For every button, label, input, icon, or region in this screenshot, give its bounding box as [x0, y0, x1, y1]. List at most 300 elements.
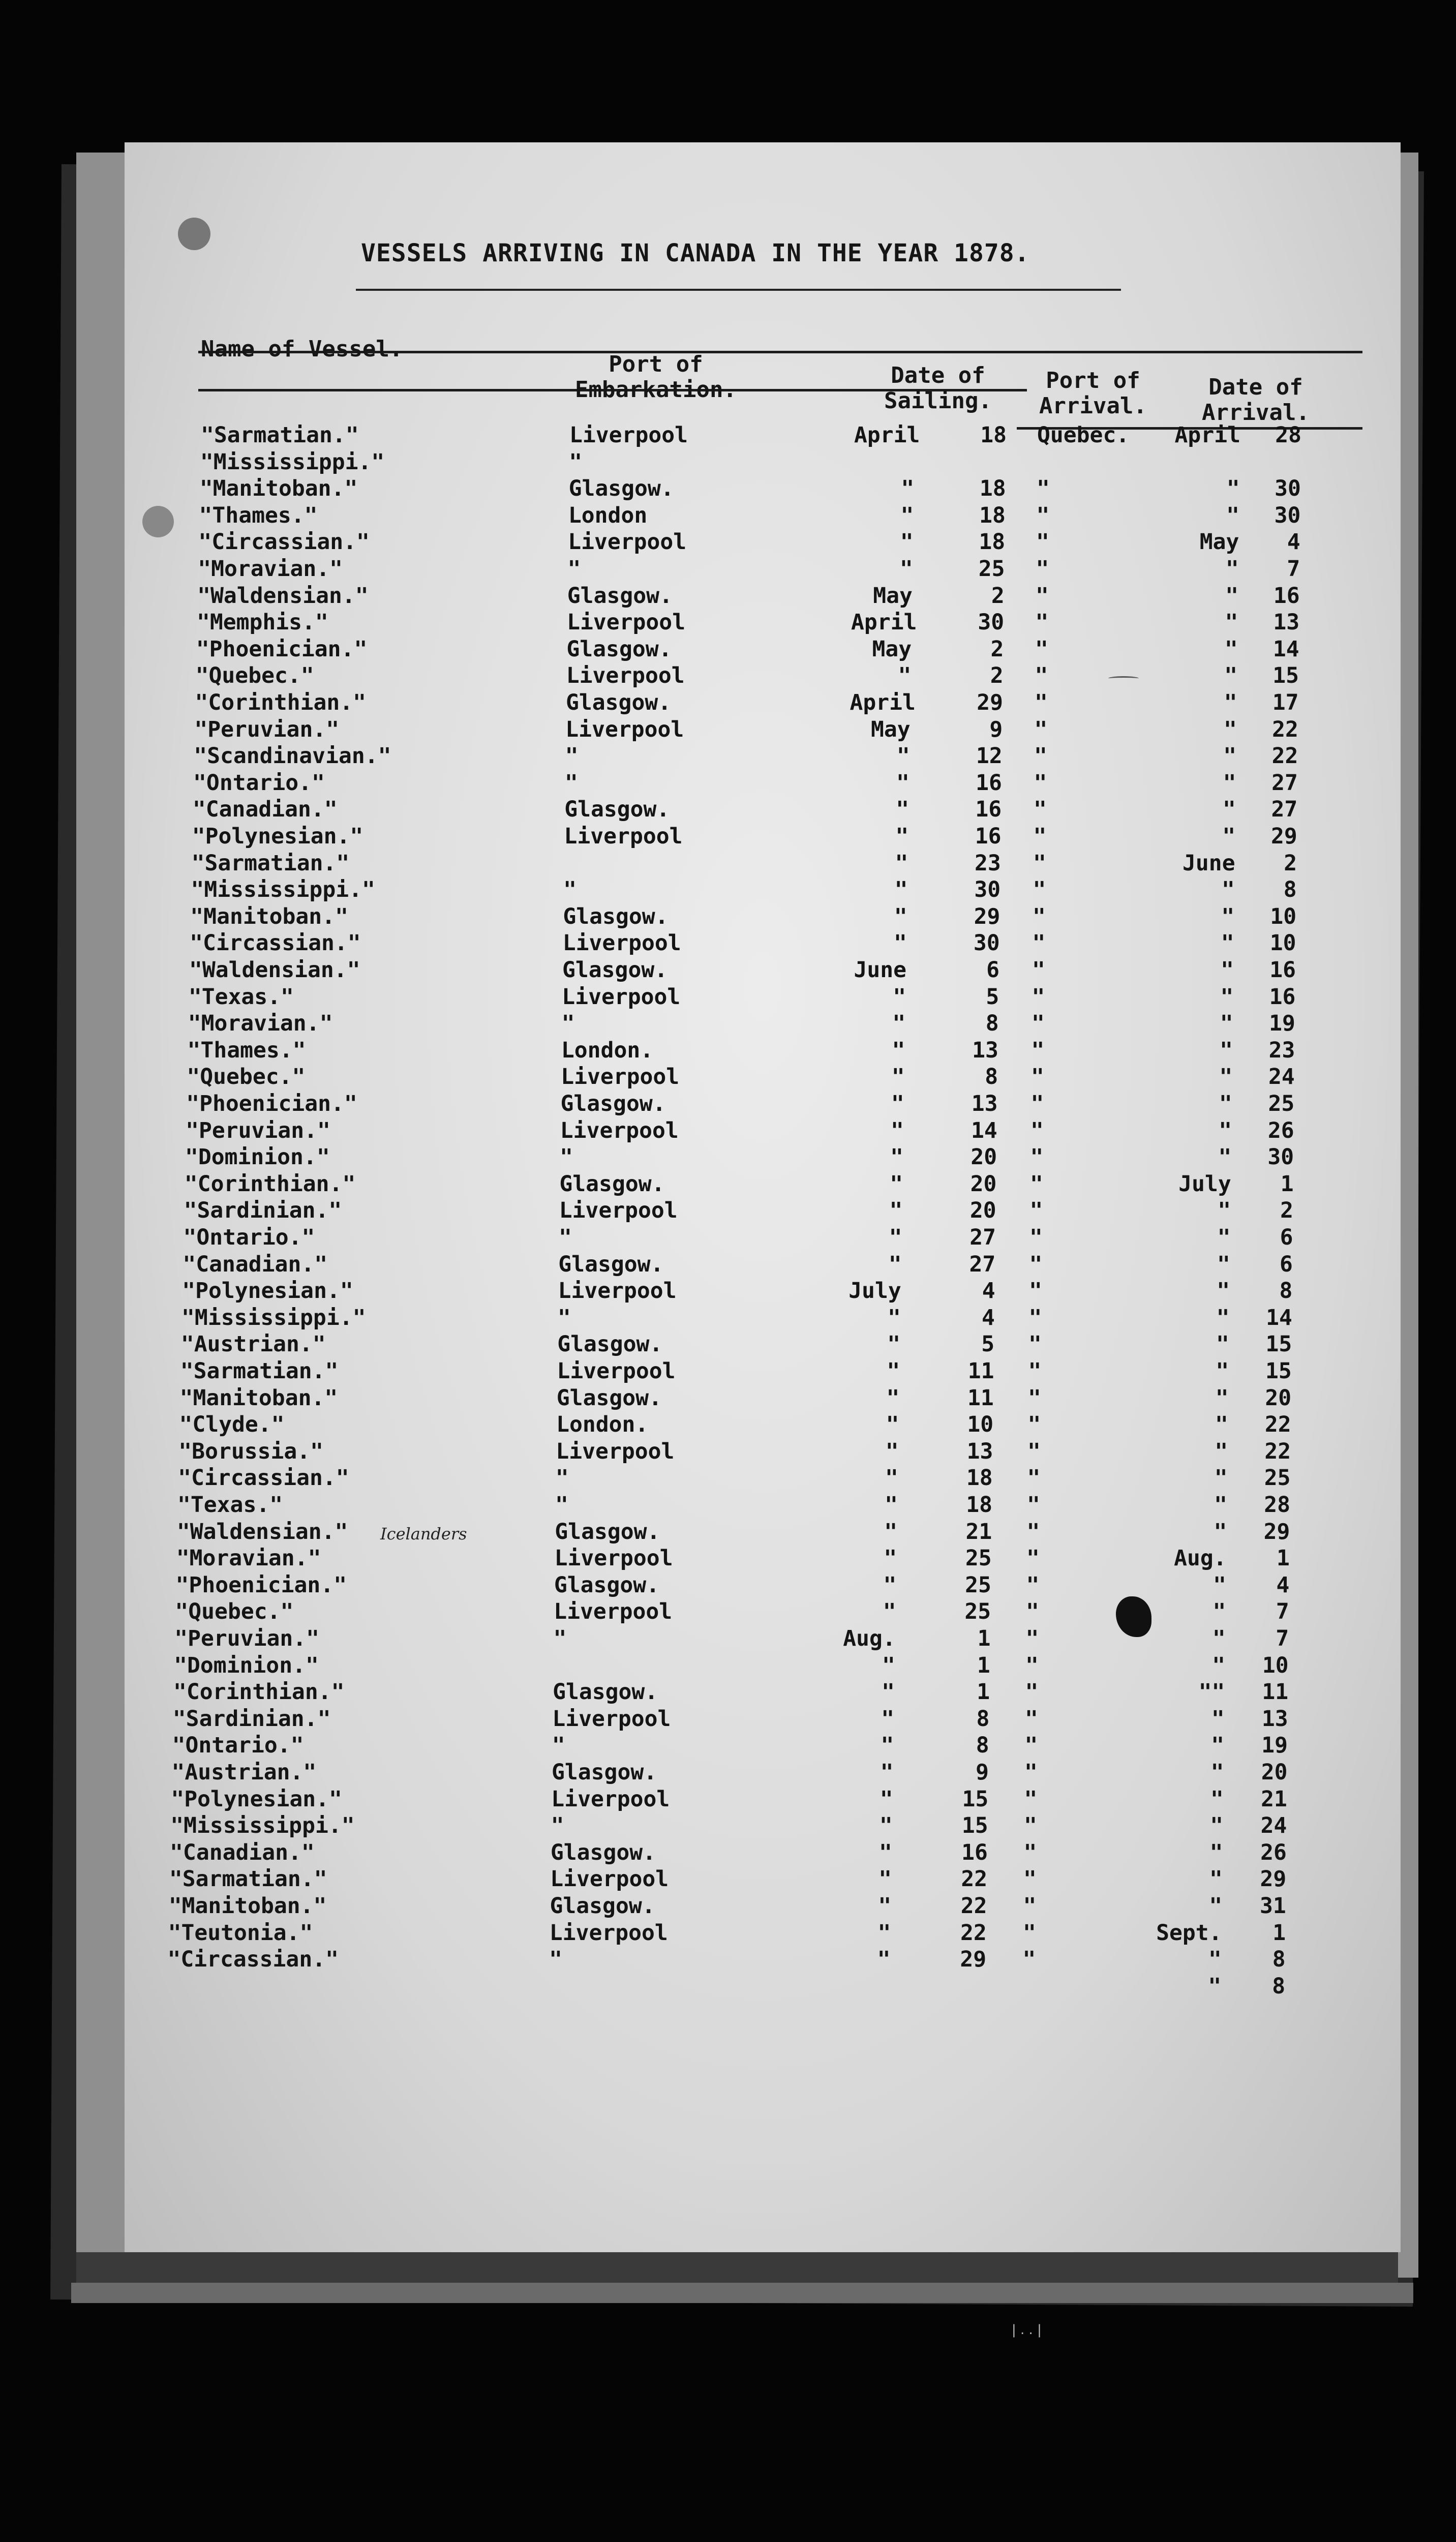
cell-sailing-day: 1 — [977, 1652, 990, 1678]
cell-sailing-day: 11 — [967, 1358, 994, 1384]
cell-port-embarkation: " — [563, 877, 577, 903]
col-header-arrival-date-1: Date of — [1208, 374, 1303, 400]
cell-sailing-month: July — [848, 1278, 901, 1304]
cell-vessel: "Mississippi." — [181, 1305, 366, 1330]
cell-vessel: "Waldensian." — [176, 1519, 348, 1545]
page-edge-lower — [71, 2283, 1413, 2303]
cell-port-embarkation: Liverpool — [565, 716, 684, 742]
cell-vessel: "Austrian." — [171, 1760, 317, 1785]
cell-arrival-month: " — [1213, 1572, 1227, 1598]
cell-port-embarkation: " — [552, 1733, 565, 1759]
cell-port-arrival: " — [1023, 1893, 1037, 1919]
cell-arrival-month: " — [1223, 797, 1236, 823]
cell-sailing-day: 20 — [970, 1171, 997, 1197]
cell-sailing-day: 6 — [986, 957, 999, 983]
cell-sailing-month: May — [870, 716, 911, 742]
cell-vessel: "Polynesian." — [192, 824, 363, 849]
cell-sailing-day: 9 — [976, 1760, 989, 1785]
cell-arrival-month: " — [1220, 984, 1234, 1010]
cell-sailing-month: " — [878, 1866, 892, 1892]
cell-arrival-month: " — [1214, 1519, 1227, 1545]
cell-sailing-day: 4 — [982, 1305, 995, 1330]
cell-port-arrival: " — [1023, 1920, 1036, 1946]
cell-vessel: "Sardinian." — [172, 1706, 331, 1732]
cell-arrival-day: 4 — [1287, 529, 1300, 555]
cell-sailing-day: 30 — [974, 877, 1001, 903]
cell-port-embarkation: Liverpool — [550, 1866, 669, 1892]
cell-port-arrival: " — [1029, 1251, 1043, 1277]
cell-vessel: "Circassian." — [167, 1947, 339, 1973]
cell-arrival-day: 17 — [1272, 690, 1299, 715]
cell-vessel: "Ontario." — [193, 770, 325, 796]
cell-vessel: "Circassian." — [178, 1465, 349, 1491]
cell-sailing-month: " — [879, 1813, 893, 1839]
cell-sailing-month: " — [894, 903, 907, 929]
cell-sailing-day: 1 — [977, 1679, 990, 1705]
cell-sailing-month: " — [892, 1011, 906, 1037]
cell-vessel: "Borussia." — [178, 1438, 324, 1464]
cell-sailing-month: " — [879, 1786, 893, 1812]
cell-port-embarkation: " — [561, 1011, 575, 1037]
cell-arrival-month: " — [1223, 716, 1237, 742]
cell-arrival-month: " — [1212, 1626, 1226, 1651]
cell-sailing-day: 25 — [965, 1546, 992, 1571]
cell-sailing-day: 8 — [976, 1706, 990, 1732]
col-header-arrival-port-2: Arrival. — [1039, 393, 1147, 419]
cell-arrival-day: 21 — [1261, 1786, 1287, 1812]
cell-arrival-day: 10 — [1262, 1652, 1289, 1678]
cell-port-embarkation: " — [560, 1144, 573, 1170]
cell-arrival-month: " — [1225, 556, 1239, 582]
col-header-embarkation-1: Port of — [609, 351, 703, 377]
cell-port-embarkation: " — [551, 1813, 564, 1839]
cell-arrival-month: Aug. — [1174, 1546, 1227, 1571]
cell-port-arrival: " — [1022, 1947, 1036, 1973]
cell-port-embarkation: Liverpool — [558, 1278, 677, 1304]
cell-arrival-month: Sept. — [1156, 1920, 1222, 1946]
cell-arrival-day: 7 — [1276, 1599, 1289, 1625]
col-header-sailing-2: Sailing. — [884, 388, 992, 414]
cell-sailing-day: 21 — [965, 1519, 992, 1545]
cell-arrival-month: July — [1178, 1171, 1231, 1197]
cell-arrival-month: " — [1216, 1358, 1229, 1384]
cell-sailing-day: 9 — [989, 716, 1003, 742]
cell-port-arrival: " — [1036, 556, 1049, 582]
cell-sailing-month: " — [886, 1385, 900, 1411]
cell-port-arrival: " — [1033, 903, 1046, 929]
cell-vessel: "Sarmatian." — [180, 1358, 339, 1384]
cell-port-embarkation: Glasgow. — [560, 1091, 666, 1116]
cell-port-embarkation: Glasgow. — [555, 1519, 660, 1545]
cell-port-arrival: " — [1035, 636, 1048, 662]
cell-arrival-day: 15 — [1265, 1358, 1292, 1384]
cell-arrival-day: 20 — [1265, 1385, 1292, 1411]
cell-vessel: "Sarmatian." — [169, 1866, 327, 1892]
cell-port-embarkation: Glasgow. — [558, 1251, 664, 1277]
cell-port-embarkation: " — [555, 1465, 569, 1491]
cell-vessel: "Dominion." — [174, 1652, 319, 1678]
margin-note-handwritten: Icelanders — [380, 1524, 467, 1544]
cell-arrival-month: " — [1223, 743, 1237, 769]
cell-sailing-day: 4 — [982, 1278, 995, 1304]
cell-arrival-month: " — [1220, 1011, 1233, 1037]
cell-arrival-day: 31 — [1259, 1893, 1286, 1919]
title-underline — [356, 289, 1121, 291]
cell-port-embarkation: " — [553, 1626, 567, 1651]
cell-port-arrival: " — [1023, 1839, 1037, 1865]
cell-vessel: "Manitoban." — [168, 1893, 327, 1919]
cell-arrival-day: 8 — [1272, 1947, 1286, 1973]
cell-sailing-day: 13 — [971, 1091, 998, 1116]
cell-vessel: "Manitoban." — [199, 476, 358, 502]
cell-sailing-day: 8 — [976, 1733, 989, 1759]
cell-arrival-day: 13 — [1273, 610, 1300, 636]
cell-vessel: "Circassian." — [198, 529, 370, 555]
cell-sailing-month: " — [877, 1947, 891, 1973]
cell-port-embarkation: Liverpool — [566, 663, 685, 689]
cell-port-arrival: " — [1028, 1305, 1042, 1330]
col-header-sailing-1: Date of — [891, 362, 985, 388]
cell-port-arrival: " — [1035, 663, 1048, 689]
cell-arrival-month: " — [1211, 1733, 1225, 1759]
cell-port-arrival: " — [1025, 1706, 1038, 1732]
cell-arrival-month: " — [1224, 690, 1237, 715]
page-title: VESSELS ARRIVING IN CANADA IN THE YEAR 1878. — [361, 239, 1030, 267]
cell-port-arrival: Quebec. — [1037, 422, 1130, 448]
cell-vessel: "Canadian." — [183, 1251, 328, 1277]
cell-arrival-day: 7 — [1276, 1626, 1289, 1651]
cell-vessel: "Manitoban." — [190, 903, 348, 929]
cell-port-arrival: " — [1031, 1064, 1044, 1090]
cell-port-embarkation: Liverpool — [549, 1920, 668, 1946]
cell-port-embarkation: Glasgow. — [553, 1679, 658, 1705]
cell-vessel: "Thames." — [199, 502, 318, 528]
cell-port-embarkation: Liverpool — [567, 610, 686, 636]
cell-arrival-month: " — [1211, 1706, 1225, 1732]
cell-vessel: "Waldensian." — [189, 957, 360, 983]
cell-arrival-month: " — [1217, 1225, 1231, 1250]
cell-arrival-month: " — [1225, 583, 1239, 609]
cell-arrival-month: " — [1209, 1893, 1223, 1919]
cell-arrival-day: 28 — [1275, 422, 1301, 448]
cell-port-embarkation: Glasgow. — [566, 636, 672, 662]
cell-arrival-month: " — [1217, 1251, 1230, 1277]
cell-sailing-month: " — [886, 1412, 899, 1438]
cell-arrival-day: 15 — [1265, 1331, 1292, 1357]
cell-sailing-day: 1 — [977, 1626, 991, 1651]
cell-arrival-month: " — [1221, 930, 1234, 956]
cell-port-arrival: " — [1030, 1091, 1044, 1116]
cell-port-embarkation: Glasgow. — [563, 903, 669, 929]
cell-sailing-day: 30 — [973, 930, 1000, 956]
cell-arrival-month: " — [1218, 1198, 1231, 1224]
cell-port-arrival: " — [1035, 610, 1049, 636]
cell-sailing-day: 16 — [961, 1839, 988, 1865]
cell-port-arrival: " — [1036, 502, 1050, 528]
cell-arrival-day: 22 — [1272, 716, 1298, 742]
cell-sailing-month: " — [883, 1599, 896, 1625]
cell-sailing-day: 22 — [960, 1893, 987, 1919]
cell-arrival-month: " — [1224, 636, 1238, 662]
cell-arrival-month: " — [1225, 610, 1238, 636]
cell-arrival-month: " — [1210, 1813, 1224, 1839]
cell-sailing-month: April — [850, 690, 916, 715]
cell-vessel: "Moravian." — [188, 1011, 333, 1037]
cell-port-embarkation: Glasgow. — [564, 797, 670, 823]
cell-port-embarkation: " — [565, 743, 579, 769]
cell-vessel: "Austrian." — [180, 1331, 326, 1357]
cell-arrival-day: 16 — [1269, 957, 1296, 983]
cell-arrival-day: 2 — [1280, 1198, 1294, 1224]
cell-port-arrival: " — [1024, 1813, 1037, 1839]
cell-vessel: "Quebec." — [195, 663, 314, 689]
cell-vessel: "Moravian." — [198, 556, 343, 582]
cell-sailing-month: " — [877, 1920, 891, 1946]
cell-port-arrival: " — [1032, 957, 1045, 983]
cell-arrival-day: 27 — [1271, 770, 1298, 796]
cell-vessel: "Teutonia." — [168, 1920, 313, 1946]
cell-arrival-day: 22 — [1264, 1412, 1291, 1438]
cell-arrival-month: " — [1209, 1839, 1223, 1865]
cell-vessel: "Moravian." — [176, 1546, 321, 1571]
cell-vessel: "Thames." — [187, 1037, 306, 1063]
cell-arrival-day: 25 — [1264, 1465, 1291, 1491]
cell-vessel: "Canadian." — [170, 1839, 315, 1865]
cell-sailing-day: 12 — [976, 743, 1003, 769]
cell-arrival-month: " — [1210, 1786, 1224, 1812]
cell-sailing-month: " — [887, 1331, 901, 1357]
cell-port-embarkation: Liverpool — [559, 1198, 678, 1224]
cell-sailing-day: 27 — [969, 1251, 996, 1277]
cell-sailing-day: 18 — [979, 502, 1006, 528]
cell-port-embarkation: " — [549, 1947, 562, 1973]
cell-arrival-day: 26 — [1260, 1839, 1287, 1865]
cell-sailing-day: 14 — [971, 1117, 997, 1143]
cell-sailing-day: 13 — [972, 1037, 998, 1063]
cell-port-embarkation: Liverpool — [557, 1358, 676, 1384]
cell-port-embarkation: Glasgow. — [556, 1385, 662, 1411]
cell-port-arrival: " — [1024, 1786, 1038, 1812]
cell-port-embarkation: Liverpool — [551, 1786, 670, 1812]
cell-sailing-month: " — [900, 529, 914, 555]
cell-arrival-day: 23 — [1268, 1037, 1295, 1063]
cell-port-embarkation: Liverpool — [562, 984, 681, 1010]
cell-sailing-month: " — [893, 930, 907, 956]
cell-port-arrival: " — [1031, 1037, 1045, 1063]
cell-arrival-day: 24 — [1268, 1064, 1295, 1090]
cell-arrival-month: " — [1215, 1412, 1228, 1438]
cell-sailing-day: 5 — [986, 984, 999, 1010]
cell-port-arrival: " — [1032, 984, 1045, 1010]
cell-arrival-month: " — [1215, 1385, 1229, 1411]
cell-sailing-day: 8 — [985, 1011, 999, 1037]
cell-sailing-month: " — [885, 1465, 898, 1491]
cell-vessel: "Circassian." — [190, 930, 361, 956]
cell-port-arrival: " — [1028, 1385, 1041, 1411]
cell-arrival-month: June — [1182, 850, 1235, 876]
cell-port-embarkation: " — [559, 1225, 572, 1250]
cell-sailing-month: " — [888, 1251, 902, 1277]
cell-sailing-day: 29 — [960, 1947, 987, 1973]
cell-port-embarkation: Liverpool — [554, 1546, 673, 1571]
cell-sailing-month: June — [854, 957, 906, 983]
cell-vessel: "Dominion." — [185, 1144, 330, 1170]
cell-vessel: "Quebec." — [187, 1064, 306, 1090]
cell-arrival-month: " — [1208, 1973, 1222, 1999]
cell-sailing-month: " — [885, 1492, 898, 1518]
cell-sailing-month: Aug. — [843, 1626, 896, 1651]
cell-port-arrival: " — [1035, 690, 1048, 715]
cell-arrival-month: " — [1219, 1091, 1232, 1116]
cell-port-arrival: " — [1033, 850, 1046, 876]
cell-port-arrival: " — [1032, 930, 1046, 956]
cell-arrival-day: 30 — [1275, 476, 1301, 502]
cell-arrival-month: "" — [1198, 1679, 1225, 1705]
cell-sailing-day: 16 — [975, 797, 1002, 823]
cell-port-arrival: " — [1029, 1225, 1043, 1250]
cell-arrival-month: " — [1214, 1465, 1228, 1491]
cell-port-arrival: " — [1026, 1599, 1039, 1625]
cell-port-embarkation: Liverpool — [556, 1438, 675, 1464]
cell-port-embarkation: Glasgow. — [550, 1893, 655, 1919]
cell-port-embarkation: Glasgow. — [566, 690, 672, 715]
cell-arrival-day: 1 — [1277, 1546, 1290, 1571]
cell-vessel: "Polynesian." — [171, 1786, 342, 1812]
cell-sailing-day: 25 — [965, 1572, 991, 1598]
cell-arrival-month: " — [1215, 1438, 1228, 1464]
cell-arrival-month: " — [1216, 1331, 1229, 1357]
cell-arrival-month: " — [1221, 903, 1235, 929]
cell-port-embarkation: Liverpool — [562, 930, 681, 956]
cell-sailing-month: May — [873, 583, 913, 609]
cell-sailing-month: " — [878, 1893, 892, 1919]
col-header-arrival-port-1: Port of — [1046, 368, 1140, 394]
cell-port-arrival: " — [1033, 877, 1046, 903]
cell-sailing-month: " — [882, 1652, 895, 1678]
cell-sailing-month: " — [896, 743, 910, 769]
cell-sailing-day: 20 — [969, 1198, 996, 1224]
cell-arrival-month: " — [1226, 502, 1240, 528]
cell-sailing-day: 10 — [967, 1412, 994, 1438]
cell-port-embarkation: " — [569, 449, 583, 475]
cell-arrival-day: 6 — [1280, 1225, 1293, 1250]
cell-arrival-day: 30 — [1267, 1144, 1294, 1170]
cell-arrival-month: " — [1218, 1144, 1232, 1170]
cell-arrival-day: 22 — [1264, 1438, 1291, 1464]
cell-sailing-day: 22 — [960, 1920, 987, 1946]
cell-port-arrival: " — [1025, 1626, 1039, 1651]
cell-arrival-month: April — [1174, 422, 1240, 448]
cell-port-embarkation: Liverpool — [560, 1117, 679, 1143]
cell-port-embarkation: Glasgow. — [562, 957, 668, 983]
cell-sailing-day: 30 — [978, 610, 1005, 636]
cell-sailing-day: 2 — [990, 663, 1004, 689]
cell-sailing-day: 20 — [970, 1144, 997, 1170]
cell-port-embarkation: Liverpool — [561, 1064, 680, 1090]
cell-sailing-month: May — [872, 636, 912, 662]
cell-port-arrival: " — [1028, 1331, 1042, 1357]
cell-sailing-day: 16 — [975, 824, 1002, 849]
cell-vessel: "Peruvian." — [194, 716, 340, 742]
cell-sailing-month: " — [884, 1546, 897, 1571]
cell-arrival-day: 6 — [1280, 1251, 1293, 1277]
cell-arrival-month: " — [1209, 1866, 1223, 1892]
binder-hole — [178, 218, 210, 250]
cell-sailing-day: 22 — [961, 1866, 988, 1892]
cell-sailing-month: " — [887, 1358, 900, 1384]
cell-vessel: "Mississippi." — [170, 1813, 355, 1839]
cell-sailing-day: 23 — [975, 850, 1001, 876]
cell-sailing-day: 2 — [991, 583, 1005, 609]
cell-arrival-month: " — [1212, 1652, 1226, 1678]
cell-arrival-month: " — [1221, 957, 1234, 983]
cell-arrival-month: " — [1223, 770, 1236, 796]
cell-sailing-month: " — [881, 1706, 895, 1732]
cell-arrival-day: 10 — [1269, 930, 1296, 956]
cell-sailing-month: " — [899, 556, 913, 582]
cell-sailing-day: 25 — [978, 556, 1005, 582]
cell-arrival-day: 1 — [1272, 1920, 1286, 1946]
cell-arrival-day: 22 — [1271, 743, 1298, 769]
cell-arrival-month: " — [1212, 1599, 1226, 1625]
cell-arrival-month: " — [1222, 877, 1235, 903]
cell-sailing-month: " — [896, 770, 909, 796]
cell-sailing-month: " — [901, 476, 915, 502]
cell-arrival-month: " — [1216, 1305, 1230, 1330]
cell-port-embarkation: Glasgow. — [568, 476, 674, 502]
cell-vessel: "Corinthian." — [184, 1171, 356, 1197]
cell-sailing-month: " — [881, 1733, 894, 1759]
cell-arrival-day: 25 — [1268, 1091, 1295, 1116]
page-edge — [76, 2252, 1398, 2283]
col-header-embarkation-2: Embarkation. — [575, 377, 737, 403]
cell-sailing-month: " — [890, 1171, 903, 1197]
cell-port-arrival: " — [1025, 1652, 1039, 1678]
cell-port-embarkation: Liverpool — [568, 529, 687, 555]
cell-vessel: "Mississippi." — [191, 877, 375, 903]
cell-port-embarkation: London. — [561, 1037, 654, 1063]
cell-port-arrival: " — [1023, 1866, 1037, 1892]
cell-arrival-day: 20 — [1261, 1760, 1288, 1785]
cell-port-arrival: " — [1030, 1171, 1043, 1197]
cell-port-arrival: " — [1026, 1546, 1040, 1571]
cell-arrival-day: 2 — [1284, 850, 1297, 876]
cell-arrival-month: " — [1219, 1064, 1233, 1090]
cell-sailing-day: 18 — [980, 422, 1007, 448]
cell-sailing-month: " — [900, 502, 914, 528]
cell-sailing-day: 16 — [976, 770, 1002, 796]
cell-port-arrival: " — [1030, 1117, 1044, 1143]
cell-arrival-day: 24 — [1260, 1813, 1287, 1839]
cell-vessel: "Mississippi." — [200, 449, 385, 475]
cell-arrival-month: " — [1217, 1278, 1230, 1304]
cell-sailing-day: 29 — [977, 690, 1003, 715]
cell-sailing-month: " — [898, 663, 912, 689]
cell-sailing-month: " — [895, 850, 908, 876]
cell-port-embarkation: London — [568, 502, 648, 528]
cell-vessel: "Sardinian." — [184, 1198, 342, 1224]
cell-arrival-day: 11 — [1262, 1679, 1289, 1705]
cell-port-embarkation: Glasgow. — [552, 1760, 657, 1785]
cell-sailing-day: 18 — [966, 1492, 992, 1518]
cell-vessel: "Peruvian." — [174, 1626, 320, 1651]
cell-vessel: "Scandinavian." — [194, 743, 391, 769]
cell-sailing-month: " — [894, 877, 908, 903]
cell-arrival-day: 10 — [1270, 903, 1297, 929]
cell-arrival-day: 16 — [1273, 583, 1300, 609]
cell-sailing-month: " — [893, 984, 906, 1010]
cell-port-embarkation: Liverpool — [552, 1706, 671, 1732]
